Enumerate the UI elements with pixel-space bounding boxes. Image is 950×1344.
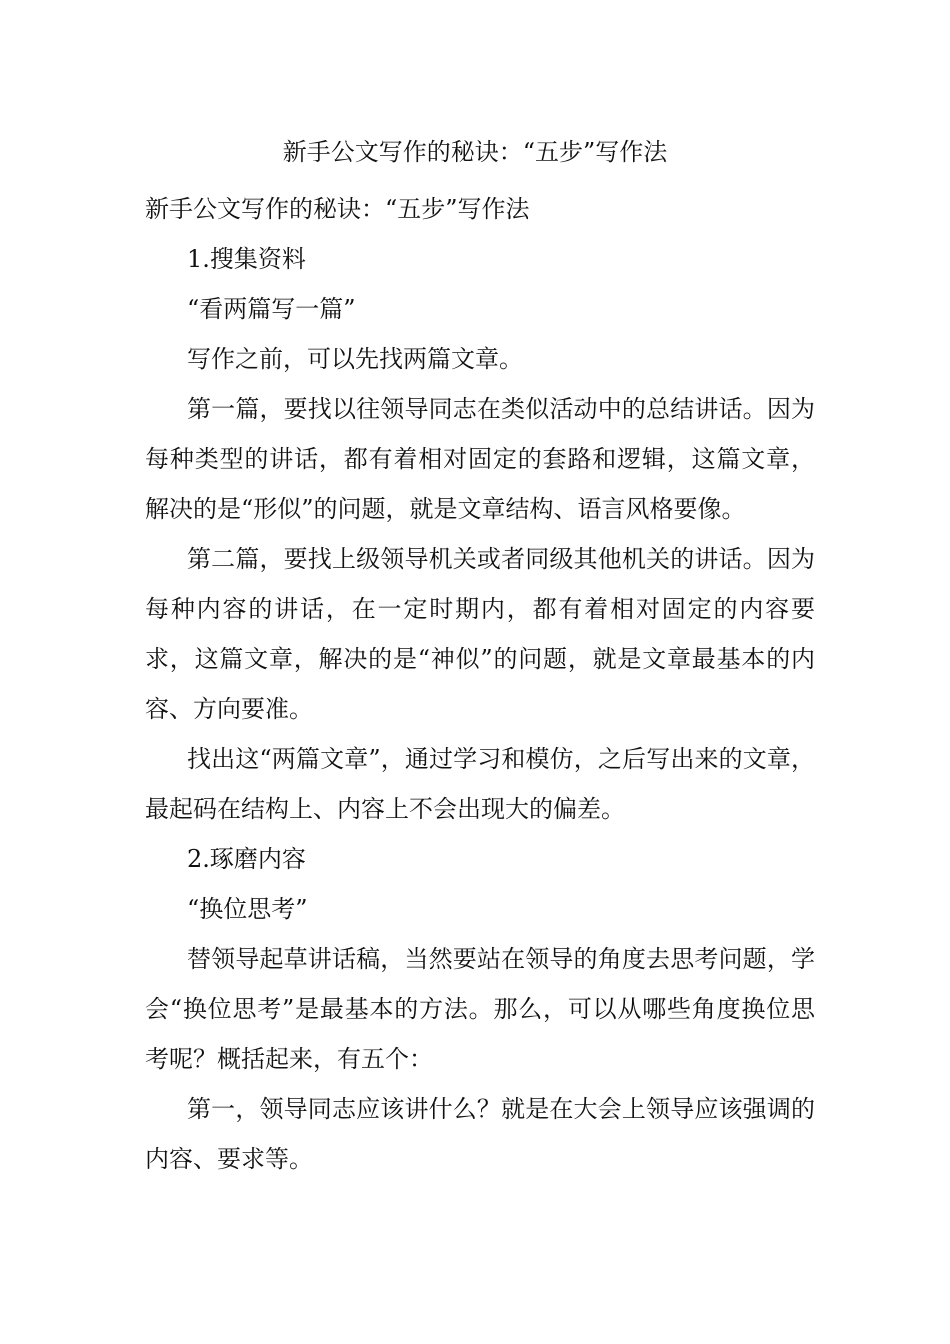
section-quote-1: “看两篇写一篇” (187, 295, 356, 323)
body-paragraph: 替领导起草讲话稿，当然要站在领导的角度去思考问题，学会“换位思考”是最基本的方法。那么，可以从哪些角度换位思考呢？概括起来，有五个： (145, 945, 815, 1073)
document-body (145, 184, 815, 1184)
section-quote-2: “换位思考” (187, 895, 308, 923)
document-title: 新手公文写作的秘诀：“五步”写作法 (282, 138, 668, 166)
section-heading-2: 2.琢磨内容 (187, 845, 306, 873)
subtitle-paragraph: 新手公文写作的秘诀：“五步”写作法 (145, 195, 530, 223)
body-paragraph: 写作之前，可以先找两篇文章。 (187, 345, 523, 373)
body-paragraph: 第二篇，要找上级领导机关或者同级其他机关的讲话。因为每种内容的讲话，在一定时期内，都有着相对固定的内容要求，这篇文章，解决的是“神似”的问题，就是文章最基本的内容、方向要准。 (145, 545, 815, 723)
body-paragraph: 找出这“两篇文章”，通过学习和模仿，之后写出来的文章，最起码在结构上、内容上不会出现大的偏差。 (145, 745, 815, 823)
body-paragraph: 第一篇，要找以往领导同志在类似活动中的总结讲话。因为每种类型的讲话，都有着相对固定的套路和逻辑，这篇文章，解决的是“形似”的问题，就是文章结构、语言风格要像。 (145, 395, 815, 523)
section-heading-1: 1.搜集资料 (187, 245, 306, 273)
body-paragraph: 第一，领导同志应该讲什么？就是在大会上领导应该强调的内容、要求等。 (145, 1095, 815, 1173)
